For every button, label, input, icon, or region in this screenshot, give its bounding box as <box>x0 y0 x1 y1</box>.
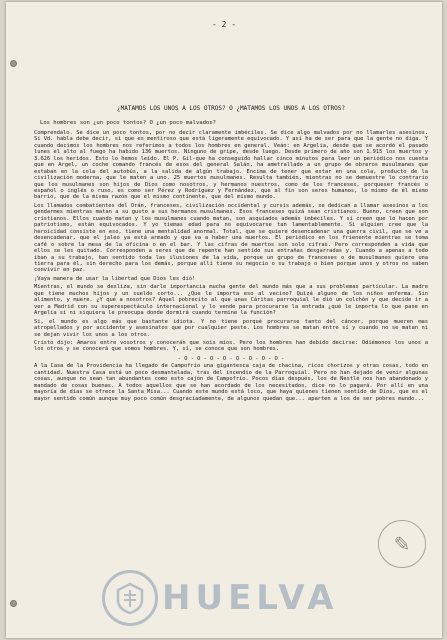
article <box>34 106 428 402</box>
document-page <box>6 2 442 638</box>
provincial-seal-logo <box>102 570 158 626</box>
article-title: ¿MATAMOS LOS UNOS A LOS OTROS? O ¿MATAMOS LOS UNOS A LOS OTROS? <box>117 105 345 112</box>
paragraph: Si, el mundo es algo más que bastante idiota. Y no tiene porqué procurarse tanto del cáncer, porque mueren mas atropellados y por accidente y asesinatos que por cualquier peste. Los hombres se matan entre sí y cuando no se matan ni se dejan vivir los unos a los otros. <box>34 318 428 338</box>
paragraph: Mientras, el mundo se desliza, sin darle importancia mucha gente del mundo más que a sus problemas particular. La madre que tiene muchos hijos y un sueldo corto... ¿Que le importa eso al vecino? Quizá alguno de los niños enferma. Sin alimento, y muere. ¿Y qué a nosotros? Aquel pobrecito al que unas Cáritas parroquial le dió un colchón y que decide ir a ver a Madrid con su superespectáculo internacional y lo vende para procurarse la entrada ¿qué le importa lo que pase en Argelia si ni siquiera le preocupa donde dormirá cuando termine la función? <box>34 284 428 317</box>
article-subtitle: Los hombres son ¿un poco tontos? O ¿un poco malvados? <box>40 120 216 127</box>
closing-paragraph: A la Casa de la Providencia ha llegado de Campofrío una gigantesca caja de chacina, ricos chorizos y otras cosas, todo en cantidad. Nuestra Casa está un poco desmantelada, tras del incendio de la Parroquial. Pero no han dejado de venir algunas cosas, aunque no sean tan abundantes como esto cajón de Campofrío. Pocos días después, los de Nestlé nos han abandonado y mandado de cosas buenas. A todos aquellos que se han acordado de los necesitados, dice no lo pagará. Por allí en una mayoría de días se ofrece la Santa Misa... Cuando este mundo está loco, que haya quienes tienen sentido de Dios, que es el mayor sentido común aunque muy poco común desgraciadamente, de algunos quedan que... aparten a los de ser pobres mundo... <box>34 363 428 402</box>
punch-hole <box>10 600 17 607</box>
section-divider: - O - O - O - O - O - O - O - O - <box>177 355 285 362</box>
paragraph: ¡Vaya manera de usar la libertad que Dios les dió! <box>34 275 196 282</box>
punch-hole <box>10 60 17 67</box>
page-number: - 2 - <box>211 20 237 29</box>
paragraph: Los llamados combatientes del Orán, franceses, civilización occidental y cursis además, se dedican a llamar asesinos a los gendarmes mientras matan a su gusto a sus hermanos musulmanes. Esos franceses quizá sean cristianos. Bueno, creen que son cristianos. Ellos cuando matan y los musulmanes cuando matan, son asquiados además imbéciles. Y si creen que lo hacen por patriotismo, están equivocados. Y yo tiemas edad para no equivocarse tan lamentablemente. Si alguien cree que la heroicidad consiste en eso, tiene una mentalidad anormal. Total, que se quiere desencadenar una guerra civil, que se ve a desencadenar, que el jaleo ya está armado y que va a haber una muertos. El periódico en los frienente mientras se toma café o sobre la mesa de la oficina o en el bar. Y las cifras de muertos son solo cifras. Pero corresponden a vida que ellos se les quitado. Corresponden a seres que de repente han sentido sus entrañas desgarradas y. Cuando a apenas a todo iban a su trabajo, han sentido toda las ilusiones de la vida, porque un grupo de franceses o de musulmanes quiere una tierra para él, sin derecho para los demás, porque allí tiene su negocio o su trabajo o bien porque unos y otros no saben convivir en paz. <box>34 202 428 274</box>
paragraph: Comprendalo. Se dice un poco tontos, por no decir claramente imbéciles. Se dice algo malvados por no llamarles asesinos. Si Vd. habla debe decir, si que es mentiroso que está ligeramente equivocado. Y así ha de ser para que la gente no diga. Y cuando decimos los hombres nos referimos a todos los hombres en general. Veán: en Argelia, desde que se acordó el pasado lunes el alto al fuego ha habido 136 muertos. Ninguno de gripe, desde luego. Desde primero de año son 1.915 los muertos y 3.626 los heridos. Esto lo hemos leído. El P. Gil-que ha conseguido hallar cinco minutos para leer un periódico nos cuenta que en Argel, un coche comando francés de esos del general Salán, ha ametrallado a un grupo de obreros musulmanes que estaban en la cola del autobús, a la salida de algún trabajo. Encima de tener que estar en una cola, producto de la civilización moderna, que le maten a uno. 25 muertos musulmanes. Resulta también, mientras no se demuestre lo contrario que los musulmanes son hijos de Dios como nosotros, y hermanos nuestros, como de los franceses, porqueser francés o español o inglés o ruso, es como ser Pérez y Rodríguez y Fernández, que al fin son seres humanos, lo mismo de él mismo barrio, que de la misma razón que el mismo continente, que del mismo mundo. <box>34 129 428 201</box>
watermark-text: HUELVA <box>162 578 339 618</box>
archive-watermark <box>102 566 339 630</box>
handwritten-mark-icon: ✎ <box>378 520 426 568</box>
paragraph: Cristo dijo: Amaros entre vosotros y conocerán que sois mios. Pero los hombres han debido decirse: Odiémonos los unos a los otros y se conocerá que somos hombres. Y, sí, se conoce que son hombres. <box>34 339 428 353</box>
